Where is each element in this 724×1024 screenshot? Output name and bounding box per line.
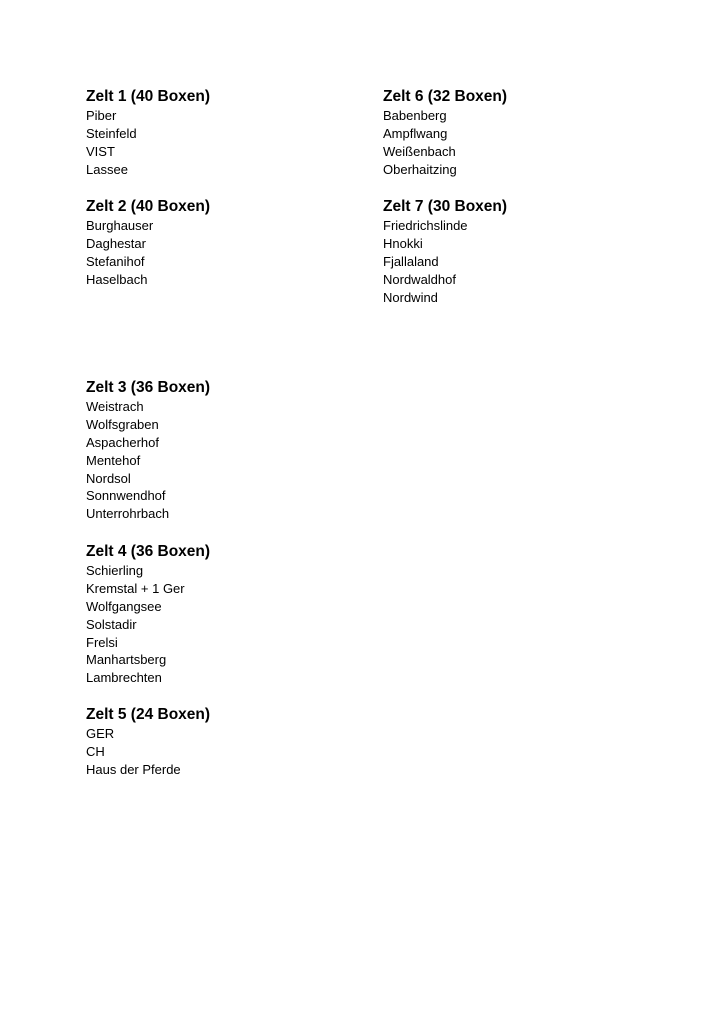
tent-1-section	[86, 88, 210, 179]
tent-3-section	[86, 379, 210, 523]
tent-7-heading: Zelt 7 (30 Boxen)	[383, 198, 508, 215]
stable-item: Oberhaitzing	[383, 161, 457, 177]
stable-item: VIST	[86, 143, 115, 159]
tent-5-heading: Zelt 5 (24 Boxen)	[86, 706, 211, 723]
stable-item: Haus der Pferde	[86, 761, 181, 777]
stable-item: Hnokki	[383, 235, 423, 251]
stable-item: Nordwaldhof	[383, 271, 456, 287]
stable-item: Kremstal + 1 Ger	[86, 580, 185, 596]
stable-item: CH	[86, 743, 105, 759]
tent-3-heading: Zelt 3 (36 Boxen)	[86, 379, 211, 396]
stable-item: Friedrichslinde	[383, 218, 468, 233]
tent-2-stable-list	[86, 217, 210, 289]
stable-item: Schierling	[86, 563, 144, 578]
tent-3-stable-list	[86, 398, 210, 523]
stable-item: Unterrohrbach	[86, 506, 170, 522]
stable-item: Lambrechten	[86, 670, 162, 686]
stable-item: Weistrach	[86, 399, 144, 414]
stable-item: Weißenbach	[383, 143, 456, 159]
stable-item: Aspacherhof	[86, 434, 159, 450]
tent-1-heading: Zelt 1 (40 Boxen)	[86, 88, 211, 105]
stable-item: Daghestar	[86, 235, 146, 251]
stable-item: Nordsol	[86, 470, 131, 486]
tent-4-section	[86, 543, 210, 687]
stable-item: Babenberg	[383, 108, 447, 123]
tent-5-section	[86, 706, 210, 779]
tent-6-heading: Zelt 6 (32 Boxen)	[383, 88, 508, 105]
stable-item: Ampflwang	[383, 125, 448, 141]
tent-7-section	[383, 198, 507, 306]
stable-item: Steinfeld	[86, 125, 137, 141]
stable-item: Wolfgangsee	[86, 598, 162, 614]
stable-item: Mentehof	[86, 452, 141, 468]
stable-item: Wolfsgraben	[86, 416, 159, 432]
tent-6-stable-list	[383, 107, 507, 179]
stable-item: Lassee	[86, 161, 128, 177]
tent-1-stable-list	[86, 107, 210, 179]
tent-6-section	[383, 88, 507, 179]
tent-2-heading: Zelt 2 (40 Boxen)	[86, 198, 211, 215]
tent-2-section	[86, 198, 210, 289]
tent-5-stable-list	[86, 725, 210, 779]
stable-item: Piber	[86, 108, 117, 123]
stable-item: Burghauser	[86, 218, 154, 233]
stable-item: Frelsi	[86, 634, 118, 650]
stable-item: Nordwind	[383, 289, 438, 305]
stable-item: Manhartsberg	[86, 652, 167, 668]
tent-4-stable-list	[86, 562, 210, 687]
tent-4-heading: Zelt 4 (36 Boxen)	[86, 543, 211, 560]
stable-item: Solstadir	[86, 616, 137, 632]
stable-item: Fjallaland	[383, 253, 439, 269]
stable-item: Sonnwendhof	[86, 488, 166, 504]
stable-item: GER	[86, 726, 115, 741]
stable-item: Haselbach	[86, 271, 148, 287]
tent-7-stable-list	[383, 217, 507, 306]
stable-item: Stefanihof	[86, 253, 145, 269]
